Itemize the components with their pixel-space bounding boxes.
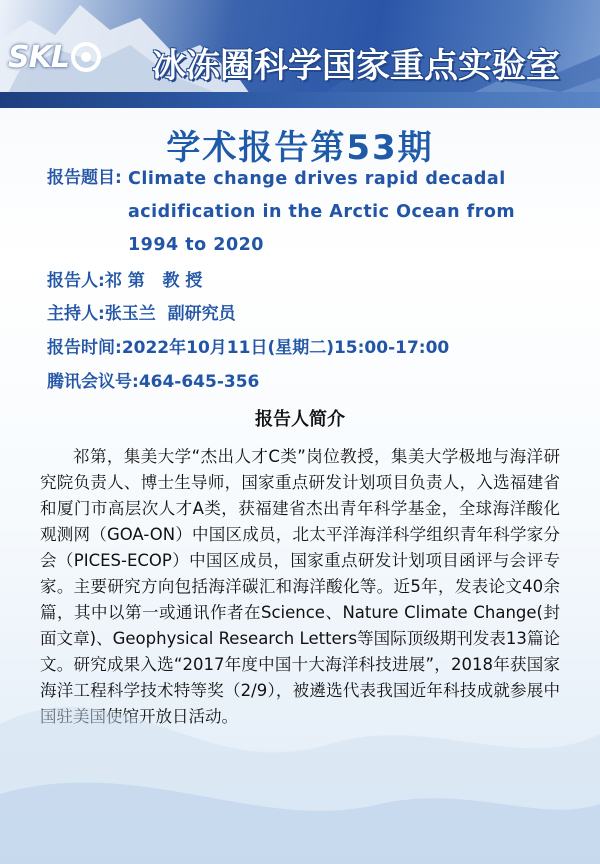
time-row xyxy=(47,333,449,358)
topic-text xyxy=(128,163,548,262)
bio-paragraph: 祁第，集美大学“杰出人才C类”岗位教授，集美大学极地与海洋研究院负责人、博士生导师，国家重点研发计划项目负责人，入选福建省和厦门市高层次人才A类，获福建省杰出青年科学基金，全球海洋酸化观测网（GOA-ON）中国区成员，北太平洋海洋科学组织青年科学家分会（PICES-ECOP）中国区成员，国家重点研发计划项目函评与会评专家。主要研究方向包括海洋碳汇和海洋酸化等。近5年，发表论文40余篇，其中以第一或通讯作者在Science、Nature Climate Change(封面文章)、Geophysical Research Letters等国际顶级期刊发表13篇论文。研究成果入选“2017年度中国十大海洋科技进展”，2018年获国家海洋工程科学技术特等奖（2/9），被遴选代表我国近年科技成就参展中国驻美国使馆开放日活动。 xyxy=(40,447,560,726)
topic-line-3: 1994 to 2020 xyxy=(128,235,264,255)
header-banner xyxy=(0,0,600,108)
meeting-label: 腾讯会议号: xyxy=(47,372,139,392)
topic-label-text: 报告题目: xyxy=(47,168,122,188)
time-label: 报告时间: xyxy=(47,338,122,358)
host-label: 主持人: xyxy=(47,304,105,324)
skl-logo xyxy=(8,38,101,76)
topic-label xyxy=(47,163,122,188)
host-value: 张玉兰 副研究员 xyxy=(104,304,236,324)
host-row xyxy=(47,299,236,324)
lab-name: 冰冻圈科学国家重点实验室 xyxy=(152,46,560,86)
topic-line-2: acidification in the Arctic Ocean from xyxy=(128,202,516,222)
globe-icon xyxy=(71,42,101,72)
speaker-row xyxy=(47,266,202,291)
time-value: 2022年10月11日(星期二)15:00-17:00 xyxy=(121,338,450,358)
page-title: 学术报告第53期 xyxy=(166,128,434,168)
meeting-value: 464-645-356 xyxy=(138,372,260,392)
speaker-value: 祁 第 教 授 xyxy=(104,271,203,291)
logo-text: SKL xyxy=(8,39,69,75)
banner-bottom-strip xyxy=(0,92,600,108)
bio-heading: 报告人简介 xyxy=(255,409,345,430)
meeting-row xyxy=(47,367,259,392)
topic-line-1: Climate change drives rapid decadal xyxy=(128,169,506,189)
speaker-label: 报告人: xyxy=(47,271,105,291)
